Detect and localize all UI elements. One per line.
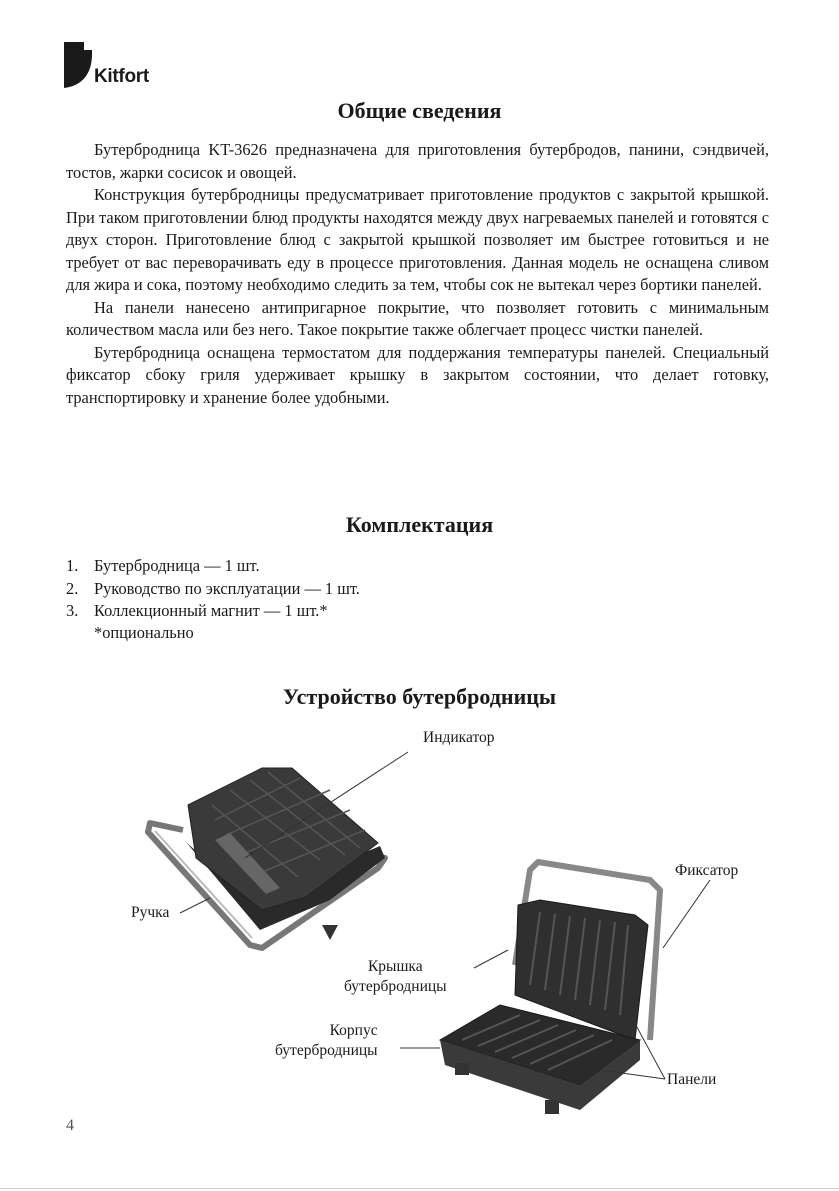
label-panels: Панели <box>667 1071 717 1088</box>
label-handle: Ручка <box>131 904 170 921</box>
page-bottom-rule <box>0 1188 839 1189</box>
general-paragraph-4: Бутербродница оснащена термостатом для поддержания температуры панелей. Специальный фиксатор сбоку гриля удерживает крышку в закрытом состоянии, что делает готовку, транспортировку и хранение более удобными. <box>66 342 769 407</box>
list-item: 3. Коллекционный магнит — 1 шт.* <box>66 601 328 620</box>
kit-note: *опционально <box>94 623 194 642</box>
general-paragraph-2: Конструкция бутербродницы предусматривает приготовление продуктов с закрытой крышкой. При таком приготовлении блюд продукты находятся между двух нагреваемых панелей и готовятся с двух сторон. Приготовление блюд с закрытой крышкой позволяет им быстрее готовиться и не требует от вас переворачивать еду в процессе приготовления. Данная модель не оснащена сливом для жира и сока, поэтому необходимо следить за тем, чтобы сок не вытекал через бортики панелей. <box>66 185 769 294</box>
label-lid: Крышка бутербродницы <box>344 958 447 995</box>
label-latch: Фиксатор <box>675 862 739 879</box>
general-paragraph-3: На панели нанесено антипригарное покрытие, что позволяет готовить с минимальным количеством масла или без него. Такое покрытие также облегчает процесс чистки панелей. <box>66 297 769 339</box>
open-grill-illustration <box>440 862 660 1114</box>
label-indicator: Индикатор <box>423 729 495 746</box>
brand-name: Kitfort <box>94 66 149 87</box>
general-paragraph-1: Бутербродница KT-3626 предназначена для приготовления бутербродов, панини, сэндвичей, тостов, жарки сосисок и овощей. <box>66 140 769 182</box>
label-body: Корпус бутербродницы <box>275 1022 378 1059</box>
leader-lines <box>180 752 710 1079</box>
closed-grill-illustration <box>148 768 385 948</box>
list-item: 1. Бутербродница — 1 шт. <box>66 556 260 575</box>
list-item: 2. Руководство по эксплуатации — 1 шт. <box>66 578 360 598</box>
general-section <box>66 139 769 409</box>
kit-list <box>66 555 360 623</box>
general-title: Общие сведения <box>337 98 502 123</box>
device-title: Устройство бутербродницы <box>282 684 557 709</box>
page-number: 4 <box>66 1117 74 1134</box>
kit-title: Комплектация <box>345 512 494 537</box>
